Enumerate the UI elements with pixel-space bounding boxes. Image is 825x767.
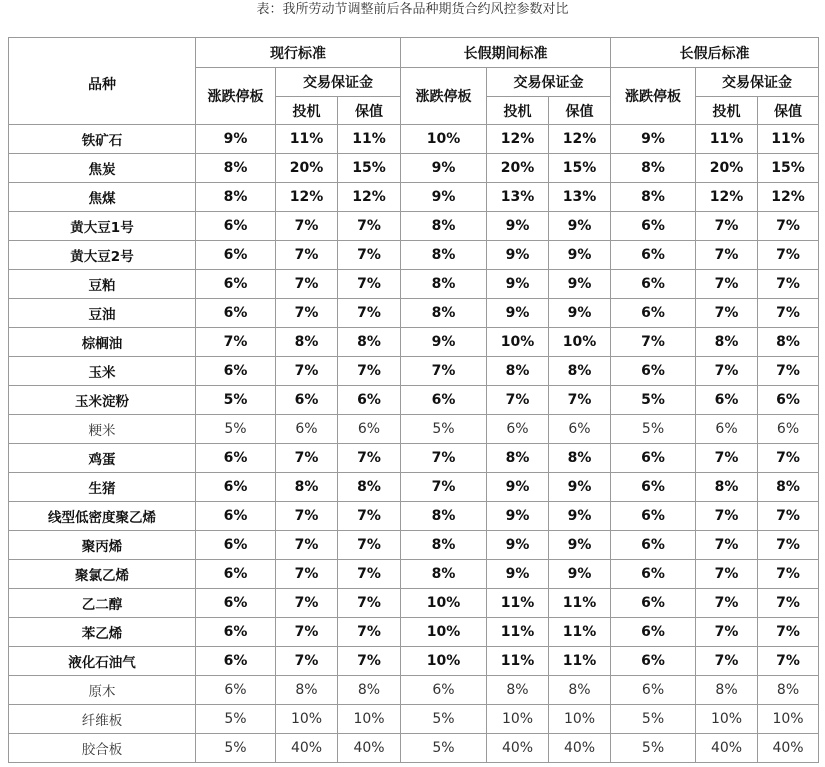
value-cell: 7% [338,357,401,386]
value-cell: 9% [487,473,549,502]
value-cell: 7% [758,444,819,473]
value-cell: 9% [401,183,487,212]
value-cell: 7% [196,328,276,357]
table-row [9,589,819,618]
value-cell: 6% [338,415,401,444]
value-cell: 7% [611,328,696,357]
value-cell: 7% [338,618,401,647]
table-row [9,183,819,212]
table-row [9,415,819,444]
value-cell: 12% [487,125,549,154]
value-cell: 10% [549,328,611,357]
value-cell: 7% [758,241,819,270]
value-cell: 6% [196,270,276,299]
variety-name-cell: 原木 [9,676,196,705]
value-cell: 7% [758,618,819,647]
table-row [9,618,819,647]
value-cell: 7% [401,473,487,502]
value-cell: 10% [401,618,487,647]
value-cell: 11% [487,647,549,676]
value-cell: 6% [196,473,276,502]
value-cell: 8% [401,212,487,241]
value-cell: 8% [401,560,487,589]
variety-name-cell: 鸡蛋 [9,444,196,473]
value-cell: 6% [487,415,549,444]
value-cell: 12% [696,183,758,212]
value-cell: 6% [338,386,401,415]
value-cell: 40% [276,734,338,763]
value-cell: 9% [549,212,611,241]
table-row [9,299,819,328]
value-cell: 7% [276,618,338,647]
value-cell: 7% [338,531,401,560]
table-row [9,212,819,241]
header-holiday-standard: 长假期间标准 [401,38,611,68]
variety-name-cell: 纤维板 [9,705,196,734]
value-cell: 7% [338,589,401,618]
value-cell: 10% [401,125,487,154]
value-cell: 20% [487,154,549,183]
value-cell: 6% [196,531,276,560]
value-cell: 7% [276,560,338,589]
value-cell: 6% [196,357,276,386]
value-cell: 40% [696,734,758,763]
value-cell: 7% [338,444,401,473]
value-cell: 8% [758,473,819,502]
value-cell: 7% [276,241,338,270]
value-cell: 20% [276,154,338,183]
value-cell: 8% [401,299,487,328]
value-cell: 6% [611,212,696,241]
variety-name-cell: 胶合板 [9,734,196,763]
table-row [9,154,819,183]
value-cell: 8% [401,502,487,531]
value-cell: 5% [611,415,696,444]
variety-name-cell: 焦煤 [9,183,196,212]
value-cell: 11% [276,125,338,154]
value-cell: 6% [611,531,696,560]
header-margin-after: 交易保证金 [696,68,819,97]
value-cell: 9% [549,560,611,589]
value-cell: 9% [196,125,276,154]
value-cell: 6% [611,647,696,676]
value-cell: 11% [758,125,819,154]
header-after-holiday-standard: 长假后标准 [611,38,819,68]
value-cell: 6% [196,647,276,676]
value-cell: 8% [549,676,611,705]
header-current-standard: 现行标准 [196,38,401,68]
value-cell: 6% [401,676,487,705]
value-cell: 9% [549,270,611,299]
value-cell: 9% [549,473,611,502]
table-row [9,328,819,357]
value-cell: 7% [401,444,487,473]
table-row [9,560,819,589]
value-cell: 13% [549,183,611,212]
table-row [9,647,819,676]
value-cell: 40% [338,734,401,763]
value-cell: 5% [611,705,696,734]
value-cell: 6% [196,560,276,589]
value-cell: 6% [611,299,696,328]
value-cell: 9% [549,241,611,270]
risk-params-table [8,37,819,763]
variety-name-cell: 聚丙烯 [9,531,196,560]
value-cell: 10% [338,705,401,734]
value-cell: 9% [611,125,696,154]
value-cell: 5% [401,734,487,763]
value-cell: 40% [549,734,611,763]
value-cell: 6% [611,589,696,618]
value-cell: 5% [196,386,276,415]
table-row [9,531,819,560]
value-cell: 8% [276,473,338,502]
value-cell: 6% [196,241,276,270]
value-cell: 11% [549,647,611,676]
value-cell: 11% [487,618,549,647]
value-cell: 6% [611,618,696,647]
value-cell: 6% [758,415,819,444]
value-cell: 20% [696,154,758,183]
value-cell: 7% [696,444,758,473]
value-cell: 7% [276,357,338,386]
value-cell: 8% [196,154,276,183]
value-cell: 8% [611,183,696,212]
value-cell: 6% [196,676,276,705]
value-cell: 6% [196,589,276,618]
value-cell: 8% [487,357,549,386]
value-cell: 6% [611,444,696,473]
value-cell: 7% [758,357,819,386]
value-cell: 7% [276,270,338,299]
value-cell: 8% [196,183,276,212]
value-cell: 8% [401,531,487,560]
value-cell: 9% [401,154,487,183]
value-cell: 7% [338,241,401,270]
variety-name-cell: 黄大豆1号 [9,212,196,241]
value-cell: 10% [401,647,487,676]
value-cell: 7% [696,502,758,531]
variety-name-cell: 聚氯乙烯 [9,560,196,589]
value-cell: 7% [338,212,401,241]
value-cell: 7% [758,212,819,241]
value-cell: 8% [696,473,758,502]
table-row [9,125,819,154]
value-cell: 7% [696,647,758,676]
value-cell: 8% [487,444,549,473]
value-cell: 9% [487,212,549,241]
value-cell: 7% [338,560,401,589]
value-cell: 5% [611,386,696,415]
value-cell: 6% [611,502,696,531]
value-cell: 5% [196,415,276,444]
value-cell: 8% [549,357,611,386]
value-cell: 11% [549,618,611,647]
value-cell: 10% [276,705,338,734]
value-cell: 9% [487,299,549,328]
value-cell: 12% [276,183,338,212]
value-cell: 5% [611,734,696,763]
value-cell: 7% [276,212,338,241]
value-cell: 7% [696,270,758,299]
value-cell: 40% [487,734,549,763]
value-cell: 7% [549,386,611,415]
value-cell: 7% [696,618,758,647]
value-cell: 8% [758,676,819,705]
table-row [9,241,819,270]
table-row [9,473,819,502]
value-cell: 7% [758,560,819,589]
value-cell: 6% [611,241,696,270]
variety-name-cell: 焦炭 [9,154,196,183]
value-cell: 6% [696,386,758,415]
value-cell: 6% [758,386,819,415]
value-cell: 8% [549,444,611,473]
value-cell: 7% [758,531,819,560]
value-cell: 5% [196,705,276,734]
value-cell: 5% [401,705,487,734]
value-cell: 8% [338,328,401,357]
value-cell: 8% [487,676,549,705]
value-cell: 7% [276,531,338,560]
variety-name-cell: 豆油 [9,299,196,328]
value-cell: 7% [276,299,338,328]
value-cell: 7% [338,502,401,531]
value-cell: 10% [487,328,549,357]
header-hedge-after: 保值 [758,97,819,125]
table-body [9,125,819,763]
value-cell: 11% [549,589,611,618]
value-cell: 10% [487,705,549,734]
value-cell: 6% [611,676,696,705]
variety-name-cell: 豆粕 [9,270,196,299]
value-cell: 15% [758,154,819,183]
value-cell: 7% [696,241,758,270]
table-row [9,502,819,531]
value-cell: 9% [487,270,549,299]
value-cell: 8% [338,676,401,705]
header-limit-after: 涨跌停板 [611,68,696,125]
header-spec-holiday: 投机 [487,97,549,125]
value-cell: 7% [758,589,819,618]
value-cell: 6% [196,502,276,531]
value-cell: 9% [549,502,611,531]
variety-name-cell: 棕榈油 [9,328,196,357]
value-cell: 11% [487,589,549,618]
header-margin-holiday: 交易保证金 [487,68,611,97]
table-row [9,676,819,705]
value-cell: 6% [276,415,338,444]
value-cell: 7% [276,444,338,473]
value-cell: 8% [401,270,487,299]
value-cell: 8% [276,676,338,705]
value-cell: 12% [338,183,401,212]
value-cell: 15% [549,154,611,183]
value-cell: 13% [487,183,549,212]
value-cell: 10% [758,705,819,734]
header-hedge-current: 保值 [338,97,401,125]
value-cell: 7% [696,560,758,589]
value-cell: 7% [338,270,401,299]
value-cell: 7% [696,212,758,241]
variety-name-cell: 粳米 [9,415,196,444]
value-cell: 8% [696,676,758,705]
value-cell: 7% [696,357,758,386]
value-cell: 7% [276,647,338,676]
value-cell: 8% [338,473,401,502]
value-cell: 9% [487,241,549,270]
table-row [9,705,819,734]
value-cell: 7% [758,647,819,676]
value-cell: 7% [276,589,338,618]
value-cell: 9% [487,531,549,560]
header-spec-after: 投机 [696,97,758,125]
value-cell: 9% [549,299,611,328]
value-cell: 40% [758,734,819,763]
header-hedge-holiday: 保值 [549,97,611,125]
value-cell: 12% [758,183,819,212]
value-cell: 6% [611,270,696,299]
variety-name-cell: 苯乙烯 [9,618,196,647]
variety-name-cell: 铁矿石 [9,125,196,154]
variety-name-cell: 生猪 [9,473,196,502]
value-cell: 9% [487,502,549,531]
header-spec-current: 投机 [276,97,338,125]
value-cell: 10% [401,589,487,618]
header-limit-current: 涨跌停板 [196,68,276,125]
header-variety: 品种 [9,38,196,125]
value-cell: 7% [401,357,487,386]
value-cell: 12% [549,125,611,154]
value-cell: 6% [611,560,696,589]
value-cell: 7% [696,531,758,560]
value-cell: 6% [611,473,696,502]
value-cell: 9% [487,560,549,589]
value-cell: 7% [276,502,338,531]
value-cell: 9% [401,328,487,357]
value-cell: 6% [196,212,276,241]
table-row [9,734,819,763]
value-cell: 8% [276,328,338,357]
value-cell: 11% [338,125,401,154]
value-cell: 8% [611,154,696,183]
value-cell: 7% [758,502,819,531]
header-margin-current: 交易保证金 [276,68,401,97]
value-cell: 6% [401,386,487,415]
value-cell: 15% [338,154,401,183]
value-cell: 8% [401,241,487,270]
value-cell: 6% [196,618,276,647]
value-cell: 6% [196,299,276,328]
value-cell: 6% [196,444,276,473]
header-limit-holiday: 涨跌停板 [401,68,487,125]
table-row [9,270,819,299]
table-caption: 表：我所劳动节调整前后各品种期货合约风控参数对比 [256,2,569,17]
value-cell: 7% [487,386,549,415]
value-cell: 5% [401,415,487,444]
value-cell: 7% [696,589,758,618]
value-cell: 8% [758,328,819,357]
variety-name-cell: 玉米 [9,357,196,386]
value-cell: 7% [758,299,819,328]
value-cell: 7% [758,270,819,299]
variety-name-cell: 液化石油气 [9,647,196,676]
value-cell: 7% [696,299,758,328]
value-cell: 10% [549,705,611,734]
table-row [9,386,819,415]
value-cell: 7% [338,299,401,328]
value-cell: 6% [696,415,758,444]
variety-name-cell: 黄大豆2号 [9,241,196,270]
value-cell: 10% [696,705,758,734]
value-cell: 9% [549,531,611,560]
value-cell: 6% [549,415,611,444]
value-cell: 6% [611,357,696,386]
table-row [9,444,819,473]
value-cell: 6% [276,386,338,415]
variety-name-cell: 乙二醇 [9,589,196,618]
variety-name-cell: 线型低密度聚乙烯 [9,502,196,531]
variety-name-cell: 玉米淀粉 [9,386,196,415]
header-row-groups [9,38,819,68]
value-cell: 7% [338,647,401,676]
value-cell: 8% [696,328,758,357]
table-row [9,357,819,386]
value-cell: 11% [696,125,758,154]
value-cell: 5% [196,734,276,763]
